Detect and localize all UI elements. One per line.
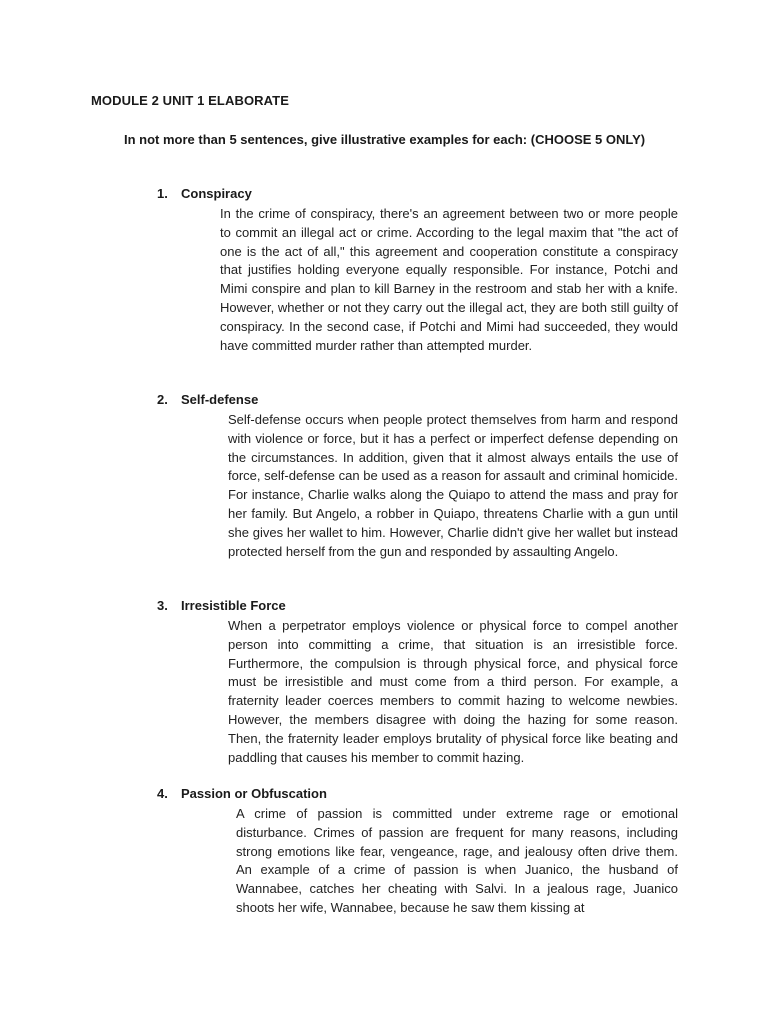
item-body-self-defense: Self-defense occurs when people protect themselves from harm and respond with violence or force, but it has a perfect or imperfect defense depending on the circumstances. In addition, given that it almost always entails the use of force, self-defense can be used as a reason for assault and criminal homicide. For instance, Charlie walks along the Quiapo to attend the mass and pray for her family. But Angelo, a robber in Quiapo, threatens Charlie with a gun until she gives her wallet to him. However, Charlie didn't give her wallet but instead protected herself from the gun and responded by assaulting Angelo. <box>228 412 678 559</box>
item-body-irresistible-force: When a perpetrator employs violence or physical force to compel another person into committing a crime, that situation is an irresistible force. Furthermore, the compulsion is through physical force, and physical force must be irresistible and must come from a third person. For example, a fraternity leader coerces members to commit hazing to welcome newbies. However, the members disagree with doing the hazing for some reason. Then, the fraternity leader employs brutality of physical force like beating and paddling that causes his member to commit hazing. <box>228 618 678 765</box>
item-title: Conspiracy <box>181 186 252 201</box>
item-number: 2. <box>157 392 168 407</box>
item-title: Irresistible Force <box>181 598 286 613</box>
item-heading-conspiracy <box>157 186 252 201</box>
document-title: MODULE 2 UNIT 1 ELABORATE <box>91 93 289 108</box>
item-body-conspiracy: In the crime of conspiracy, there's an agreement between two or more people to commit an illegal act or crime. According to the legal maxim that "the act of one is the act of all," this agreement and cooperation constitute a conspiracy that justifies holding everyone equally responsible. For instance, Potchi and Mimi conspire and plan to kill Barney in the restroom and stab her with a knife. However, whether or not they carry out the illegal act, they are both still guilty of conspiracy. In the second case, if Potchi and Mimi had succeeded, they would have committed murder rather than attempted murder. <box>220 206 678 353</box>
item-heading-self-defense <box>157 392 258 407</box>
item-number: 1. <box>157 186 168 201</box>
item-heading-irresistible-force <box>157 598 286 613</box>
item-title: Self-defense <box>181 392 259 407</box>
item-heading-passion-obfuscation <box>157 786 327 801</box>
item-body-passion-obfuscation: A crime of passion is committed under extreme rage or emotional disturbance. Crimes of passion are frequent for many reasons, including strong emotions like fear, vengeance, rage, and jealousy often drive them. An example of a crime of passion is when Juanico, the husband of Wannabee, catches her cheating with Salvi. In a jealous rage, Juanico shoots her wife, Wannabee, because he saw them kissing at <box>236 806 678 915</box>
item-number: 3. <box>157 598 168 613</box>
instructions-text: In not more than 5 sentences, give illustrative examples for each: (CHOOSE 5 ONLY) <box>124 132 646 147</box>
item-title: Passion or Obfuscation <box>181 786 327 801</box>
item-number: 4. <box>157 786 168 801</box>
